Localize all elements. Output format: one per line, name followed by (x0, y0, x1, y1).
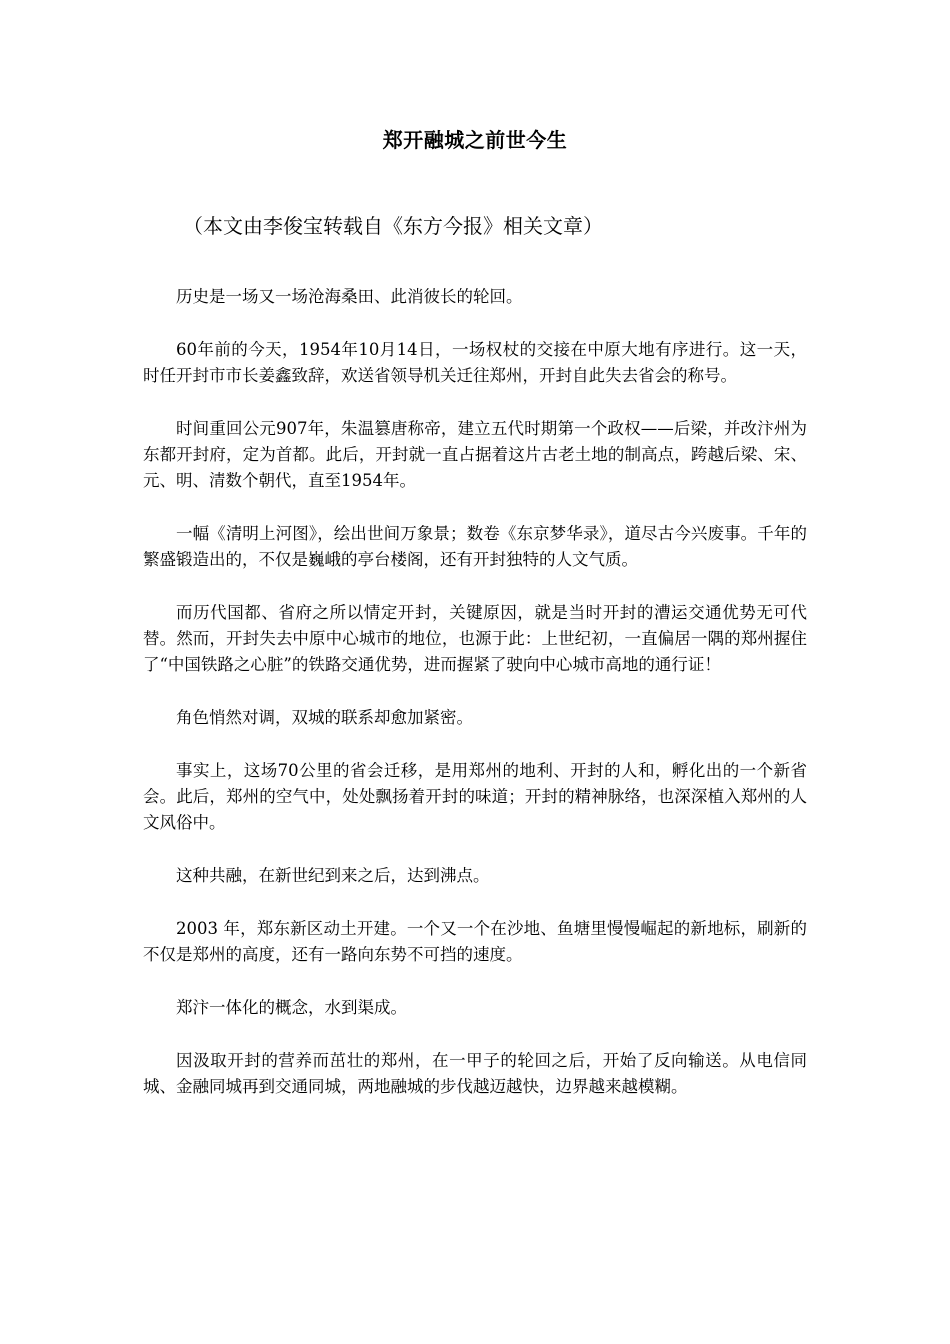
paragraph: 一幅《清明上河图》，绘出世间万象景；数卷《东京梦华录》，道尽古今兴废事。千年的繁盛锻造出的，不仅是巍峨的亭台楼阁，还有开封独特的人文气质。 (143, 524, 807, 569)
paragraph: 事实上，这场70公里的省会迁移，是用郑州的地利、开封的人和，孵化出的一个新省会。此后，郑州的空气中，处处飘扬着开封的味道；开封的精神脉络，也深深植入郑州的人文风俗中。 (143, 761, 807, 832)
paragraph: 角色悄然对调，双城的联系却愈加紧密。 (176, 708, 473, 727)
article-body (143, 284, 807, 1127)
paragraph: 时间重回公元907年，朱温篡唐称帝，建立五代时期第一个政权——后梁，并改汴州为东都开封府，定为首都。此后，开封就一直占据着这片古老土地的制高点，跨越后梁、宋、元、明、清数个朝代，直至1954年。 (143, 419, 807, 490)
paragraph: 而历代国都、省府之所以情定开封，关键原因，就是当时开封的漕运交通优势无可代替。然而，开封失去中原中心城市的地位，也源于此：上世纪初，一直偏居一隅的郑州握住了“中国铁路之心脏”的铁路交通优势，进而握紧了驶向中心城市高地的通行证！ (143, 603, 807, 674)
paragraph: 60年前的今天，1954年10月14日，一场权杖的交接在中原大地有序进行。这一天，时任开封市市长姜鑫致辞，欢送省领导机关迁往郑州，开封自此失去省会的称号。 (143, 340, 807, 385)
source-note: （本文由李俊宝转载自《东方今报》相关文章） (183, 214, 603, 238)
document-title: 郑开融城之前世今生 (382, 128, 568, 152)
paragraph: 因汲取开封的营养而茁壮的郑州，在一甲子的轮回之后，开始了反向输送。从电信同城、金融同城再到交通同城，两地融城的步伐越迈越快，边界越来越模糊。 (143, 1051, 807, 1096)
paragraph: 历史是一场又一场沧海桑田、此消彼长的轮回。 (176, 287, 523, 306)
paragraph: 这种共融，在新世纪到来之后，达到沸点。 (176, 866, 490, 885)
paragraph: 2003 年，郑东新区动土开建。一个又一个在沙地、鱼塘里慢慢崛起的新地标，刷新的不仅是郑州的高度，还有一路向东势不可挡的速度。 (143, 919, 807, 964)
paragraph: 郑汴一体化的概念，水到渠成。 (176, 998, 407, 1017)
